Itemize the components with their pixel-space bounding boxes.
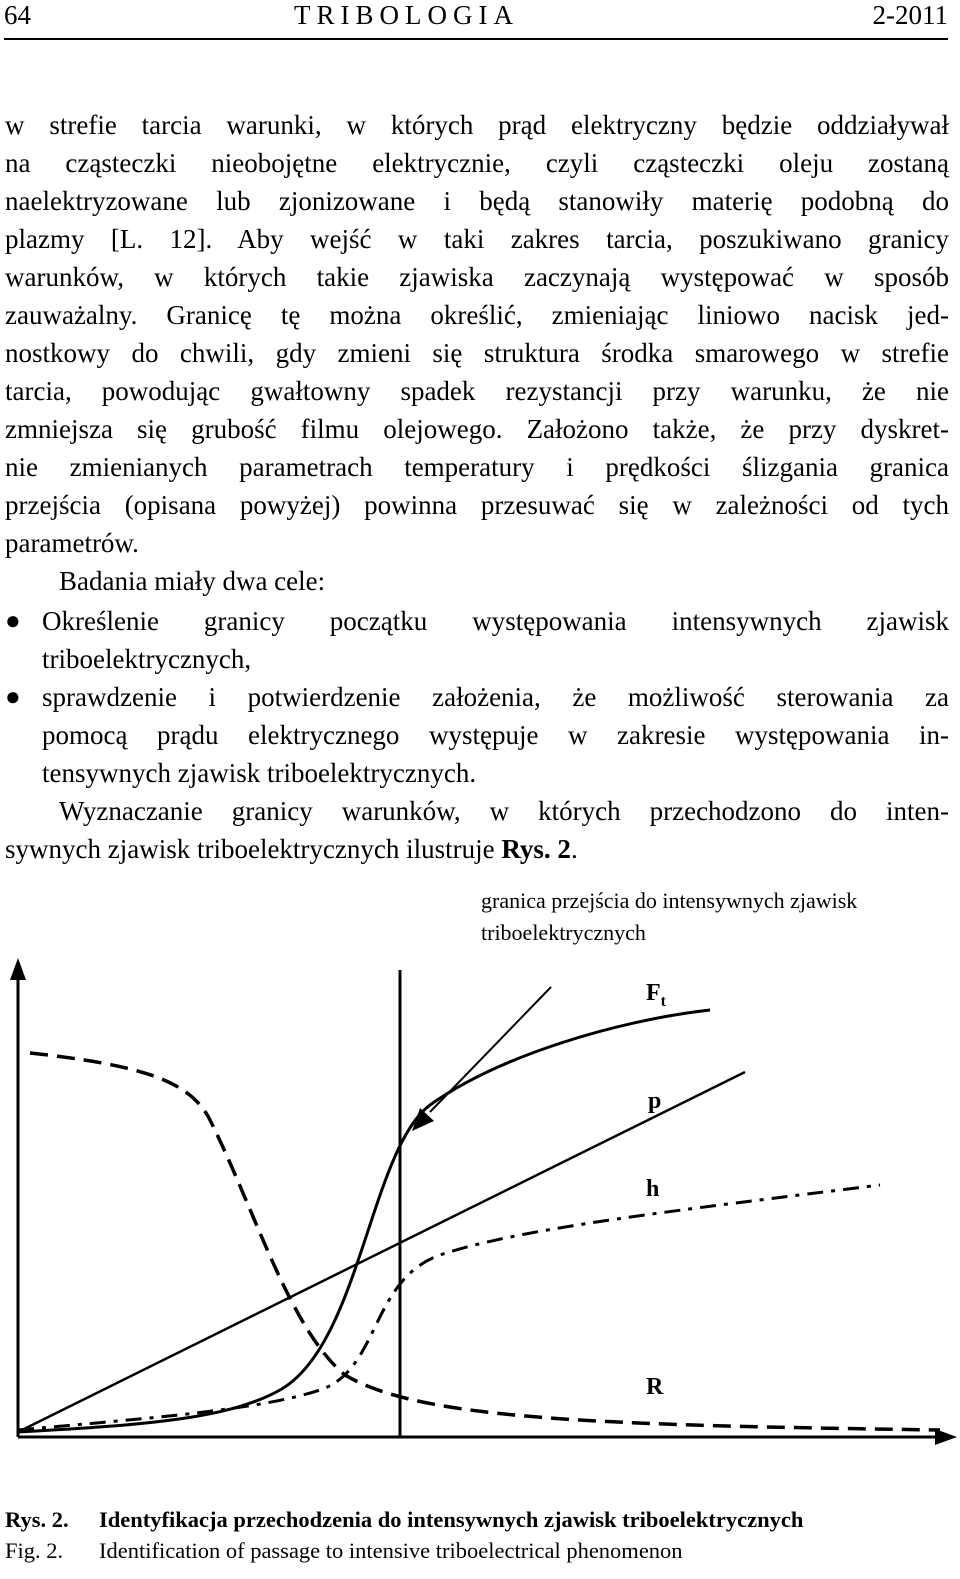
paragraph-2 [5, 562, 949, 600]
p-line [18, 1072, 745, 1432]
header-rule [4, 38, 948, 40]
text-line: sywnych zjawisk triboelektrycznych ilustruje Rys. 2. [5, 834, 578, 864]
text-line: plazmy [L. 12]. Aby wejść w taki zakres tarcia, poszukiwano granicy [5, 224, 949, 254]
paragraph-1 [5, 106, 949, 562]
figure-caption-pl [5, 1506, 803, 1534]
h-curve [18, 1185, 880, 1430]
text-line: tensywnych zjawisk triboelektrycznych. [42, 758, 477, 788]
text-line: przejścia (opisana powyżej) powinna przesuwać się w zależności od tych [5, 490, 949, 520]
text-line: tarcia, powodując gwałtowny spadek rezystancji przy warunku, że nie [5, 376, 949, 406]
paragraph-3 [5, 792, 949, 868]
caption-text: Identyfikacja przechodzenia do intensywnych zjawisk triboelektrycznych [99, 1507, 804, 1532]
ft-label: $F_t$ [646, 980, 666, 1010]
r-label: R [646, 1374, 664, 1400]
text-line: naelektryzowane lub zjonizowane i będą stanowiły materię podobną do [5, 186, 949, 216]
caption-label: Rys. 2. [5, 1507, 69, 1532]
text-line: zauważalny. Granicę tę można określić, zmieniając liniowo nacisk jed- [5, 300, 949, 330]
text-line: nostkowy do chwili, gdy zmieni się struktura środka smarowego w strefie [5, 338, 949, 368]
running-header [0, 0, 950, 36]
caption-text: Identification of passage to intensive triboelectrical phenomenon [99, 1538, 683, 1563]
caption-label: Fig. 2. [5, 1538, 64, 1563]
h-label: h [646, 1176, 660, 1202]
text-line: Badania miały dwa cele: [59, 566, 326, 596]
text-line: nie zmienianych parametrach temperatury i prędkości ślizgania granica [5, 452, 949, 482]
figure-reference: Rys. 2 [501, 834, 571, 864]
bullet-icon: ● [5, 606, 21, 635]
figure-diagram [0, 940, 960, 1500]
text-line: zmniejsza się grubość filmu olejowego. Założono także, że przy dyskret- [5, 414, 949, 444]
issue-number: 2-2011 [872, 0, 948, 30]
p-label: p [648, 1088, 662, 1114]
text-line: warunków, w których takie zjawiska zaczynają występować w sposób [5, 262, 949, 292]
text-line: pomocą prądu elektrycznego występuje w zakresie występowania in- [42, 720, 949, 750]
text-line: w strefie tarcia warunki, w których prąd elektryczny będzie oddziaływał [5, 110, 949, 140]
annotation-line: triboelektrycznych [481, 920, 646, 945]
bullet-item-1 [5, 602, 949, 678]
text-line: Wyznaczanie granicy warunków, w których przechodzono do inten- [59, 796, 949, 826]
bullet-item-2 [5, 678, 949, 792]
text-line: parametrów. [5, 528, 139, 558]
text-line: sprawdzenie i potwierdzenie założenia, że możliwość sterowania za [42, 682, 949, 712]
y-axis-arrow-icon [10, 958, 26, 980]
bullet-icon: ● [5, 682, 21, 711]
text-line: triboelektrycznych, [42, 644, 252, 674]
journal-name: TRIBOLOGIA [294, 0, 519, 30]
page-number: 64 [4, 0, 31, 30]
r-curve [30, 1053, 940, 1430]
figure-caption-en [5, 1537, 683, 1565]
text-line: Określenie granicy początku występowania intensywnych zjawisk [42, 606, 949, 636]
text-line: na cząsteczki nieobojętne elektrycznie, czyli cząsteczki oleju zostaną [5, 148, 949, 178]
annotation-line: granica przejścia do intensywnych zjawisk [481, 888, 858, 913]
